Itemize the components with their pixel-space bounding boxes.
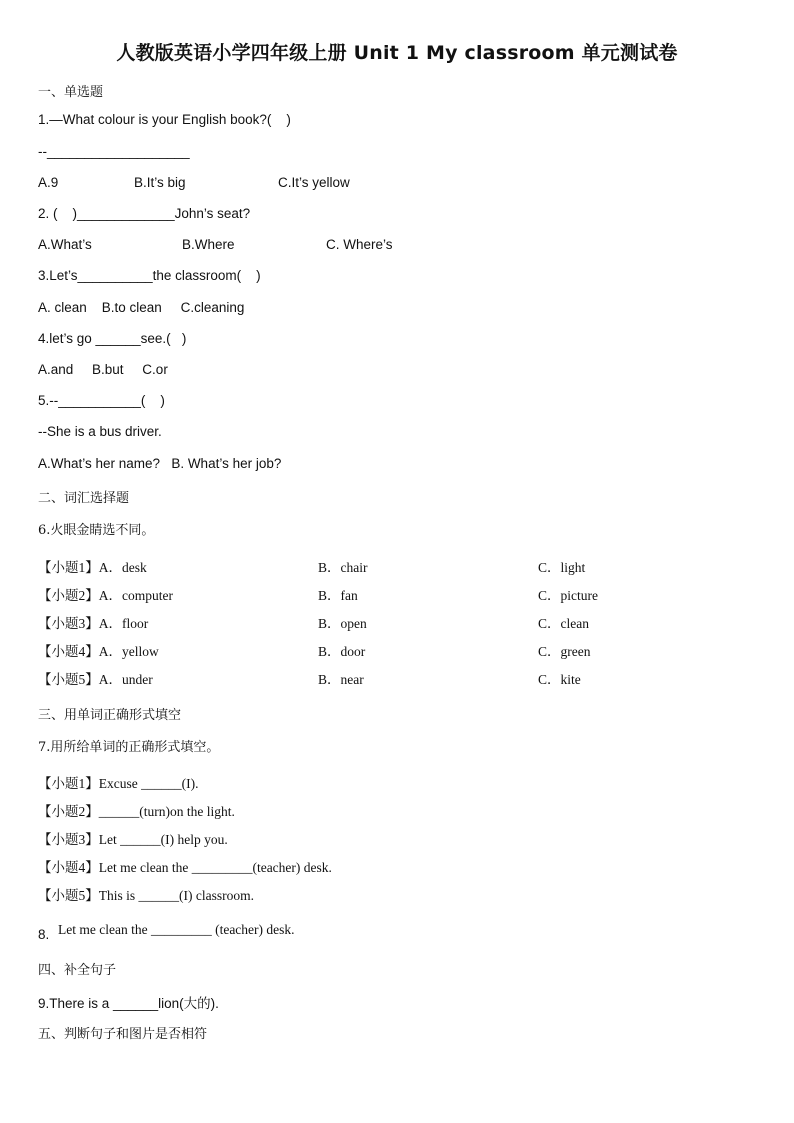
q6-item-4-option-c: C．green <box>538 644 591 659</box>
question-2-stem: 2. ( )_____________John’s seat? <box>38 206 251 221</box>
question-8-number: 8. <box>38 927 50 942</box>
q6-item-2-option-a: 【小题2】A．computer <box>38 588 173 603</box>
question-8-text: Let me clean the _________ (teacher) desk. <box>58 922 295 937</box>
section-heading-single-choice: 一、单选题 <box>38 85 104 100</box>
q6-item-4-option-a: 【小题4】A．yellow <box>38 644 159 659</box>
q6-item-5-option-b: B．near <box>318 672 364 687</box>
question-7-stem: 7.用所给单词的正确形式填空。 <box>38 740 220 755</box>
q6-item-1-option-a: 【小题1】A．desk <box>38 560 147 575</box>
q6-item-1-option-c: C．light <box>538 560 586 575</box>
section-heading-vocabulary: 二、词汇选择题 <box>38 491 130 506</box>
q7-item-1: 【小题1】Excuse ______(I). <box>38 776 199 791</box>
question-1-stem: 1.—What colour is your English book?( ) <box>38 112 291 127</box>
question-1-option-b: B.It’s big <box>134 175 186 190</box>
question-2-option-a: A.What’s <box>38 237 92 252</box>
question-5-stem: 5.--___________( ) <box>38 393 165 408</box>
page-title: 人教版英语小学四年级上册 Unit 1 My classroom 单元测试卷 <box>116 42 678 64</box>
question-4-options: A.and B.but C.or <box>38 362 168 377</box>
question-6-stem: 6.火眼金睛选不同。 <box>38 523 155 538</box>
question-3-options: A. clean B.to clean C.cleaning <box>38 300 245 315</box>
q6-item-3-option-c: C．clean <box>538 616 589 631</box>
q7-item-5: 【小题5】This is ______(I) classroom. <box>38 888 254 903</box>
q7-item-2: 【小题2】______(turn)on the light. <box>38 804 235 819</box>
question-2-option-c: C. Where’s <box>326 237 393 252</box>
q6-item-2-option-b: B．fan <box>318 588 358 603</box>
question-5-options: A.What’s her name? B. What’s her job? <box>38 456 282 471</box>
q6-item-2-option-c: C．picture <box>538 588 598 603</box>
section-heading-word-forms: 三、用单词正确形式填空 <box>38 708 182 723</box>
q6-item-3-option-b: B．open <box>318 616 367 631</box>
q6-item-1-option-b: B．chair <box>318 560 368 575</box>
q6-item-4-option-b: B．door <box>318 644 366 659</box>
q7-item-4: 【小题4】Let me clean the _________(teacher) desk. <box>38 860 332 875</box>
question-1-answer-line: --___________________ <box>38 144 190 159</box>
section-heading-picture-match: 五、判断句子和图片是否相符 <box>38 1027 208 1042</box>
question-1-option-c: C.It’s yellow <box>278 175 350 190</box>
question-1-option-a: A.9 <box>38 175 59 190</box>
q6-item-5-option-c: C．kite <box>538 672 581 687</box>
question-4-stem: 4.let’s go ______see.( ) <box>38 331 187 346</box>
q7-item-3: 【小题3】Let ______(I) help you. <box>38 832 228 847</box>
question-3-stem: 3.Let’s__________the classroom( ) <box>38 268 261 283</box>
question-2-option-b: B.Where <box>182 237 235 252</box>
q6-item-5-option-a: 【小题5】A．under <box>38 672 153 687</box>
question-5-reply: --She is a bus driver. <box>38 424 162 439</box>
section-heading-complete-sentences: 四、补全句子 <box>38 963 117 978</box>
q6-item-3-option-a: 【小题3】A．floor <box>38 616 149 631</box>
question-9-stem: 9.There is a ______lion(大的). <box>38 996 219 1011</box>
